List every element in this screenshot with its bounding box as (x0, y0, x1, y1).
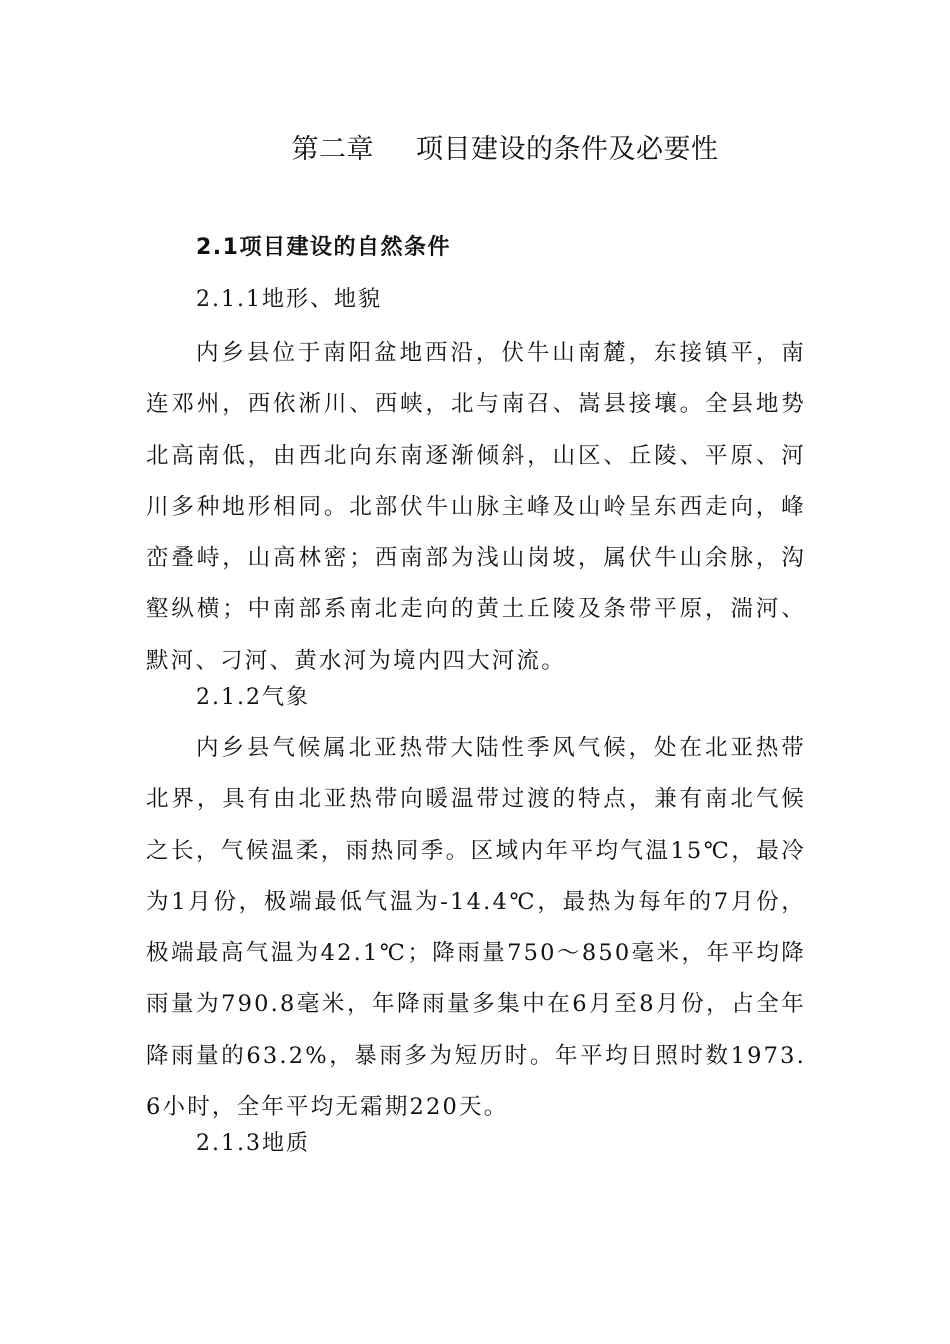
chapter-number: 第二章 (291, 134, 374, 165)
paragraph-climate: 内乡县气候属北亚热带大陆性季风气候，处在北亚热带北界，具有由北亚热带向暖温带过渡的特点，兼有南北气候之长，气候温柔，雨热同季。区域内年平均气温15℃，最冷为1月份，极端最低气温为-14.4℃，最热为每年的7月份，极端最高气温为42.1℃；降雨量750～850毫米，年平均降雨量为790.8毫米，年降雨量多集中在6月至8月份，占全年降雨量的63.2%，暴雨多为短历时。年平均日照时数1973.6小时，全年平均无霜期220天。 (146, 735, 806, 1121)
paragraph-terrain: 内乡县位于南阳盆地西沿，伏牛山南麓，东接镇平，南连邓州，西依淅川、西峡，北与南召、嵩县接壤。全县地势北高南低，由西北向东南逐渐倾斜，山区、丘陵、平原、河川多种地形相同。北部伏牛山脉主峰及山岭呈东西走向，峰峦叠峙，山高林密；西南部为浅山岗坡，属伏牛山余脉，沟壑纵横；中南部系南北走向的黄土丘陵及条带平原，湍河、默河、刁河、黄水河为境内四大河流。 (146, 340, 806, 674)
subsection-heading-climate: 2.1.2气象 (196, 685, 310, 710)
subsection-heading-geology: 2.1.3地质 (196, 1131, 310, 1156)
chapter-title-text: 项目建设的条件及必要性 (416, 134, 719, 165)
chapter-title (0, 130, 950, 170)
section-heading: 2.1项目建设的自然条件 (196, 235, 451, 260)
subsection-heading-terrain: 2.1.1地形、地貌 (196, 287, 382, 312)
